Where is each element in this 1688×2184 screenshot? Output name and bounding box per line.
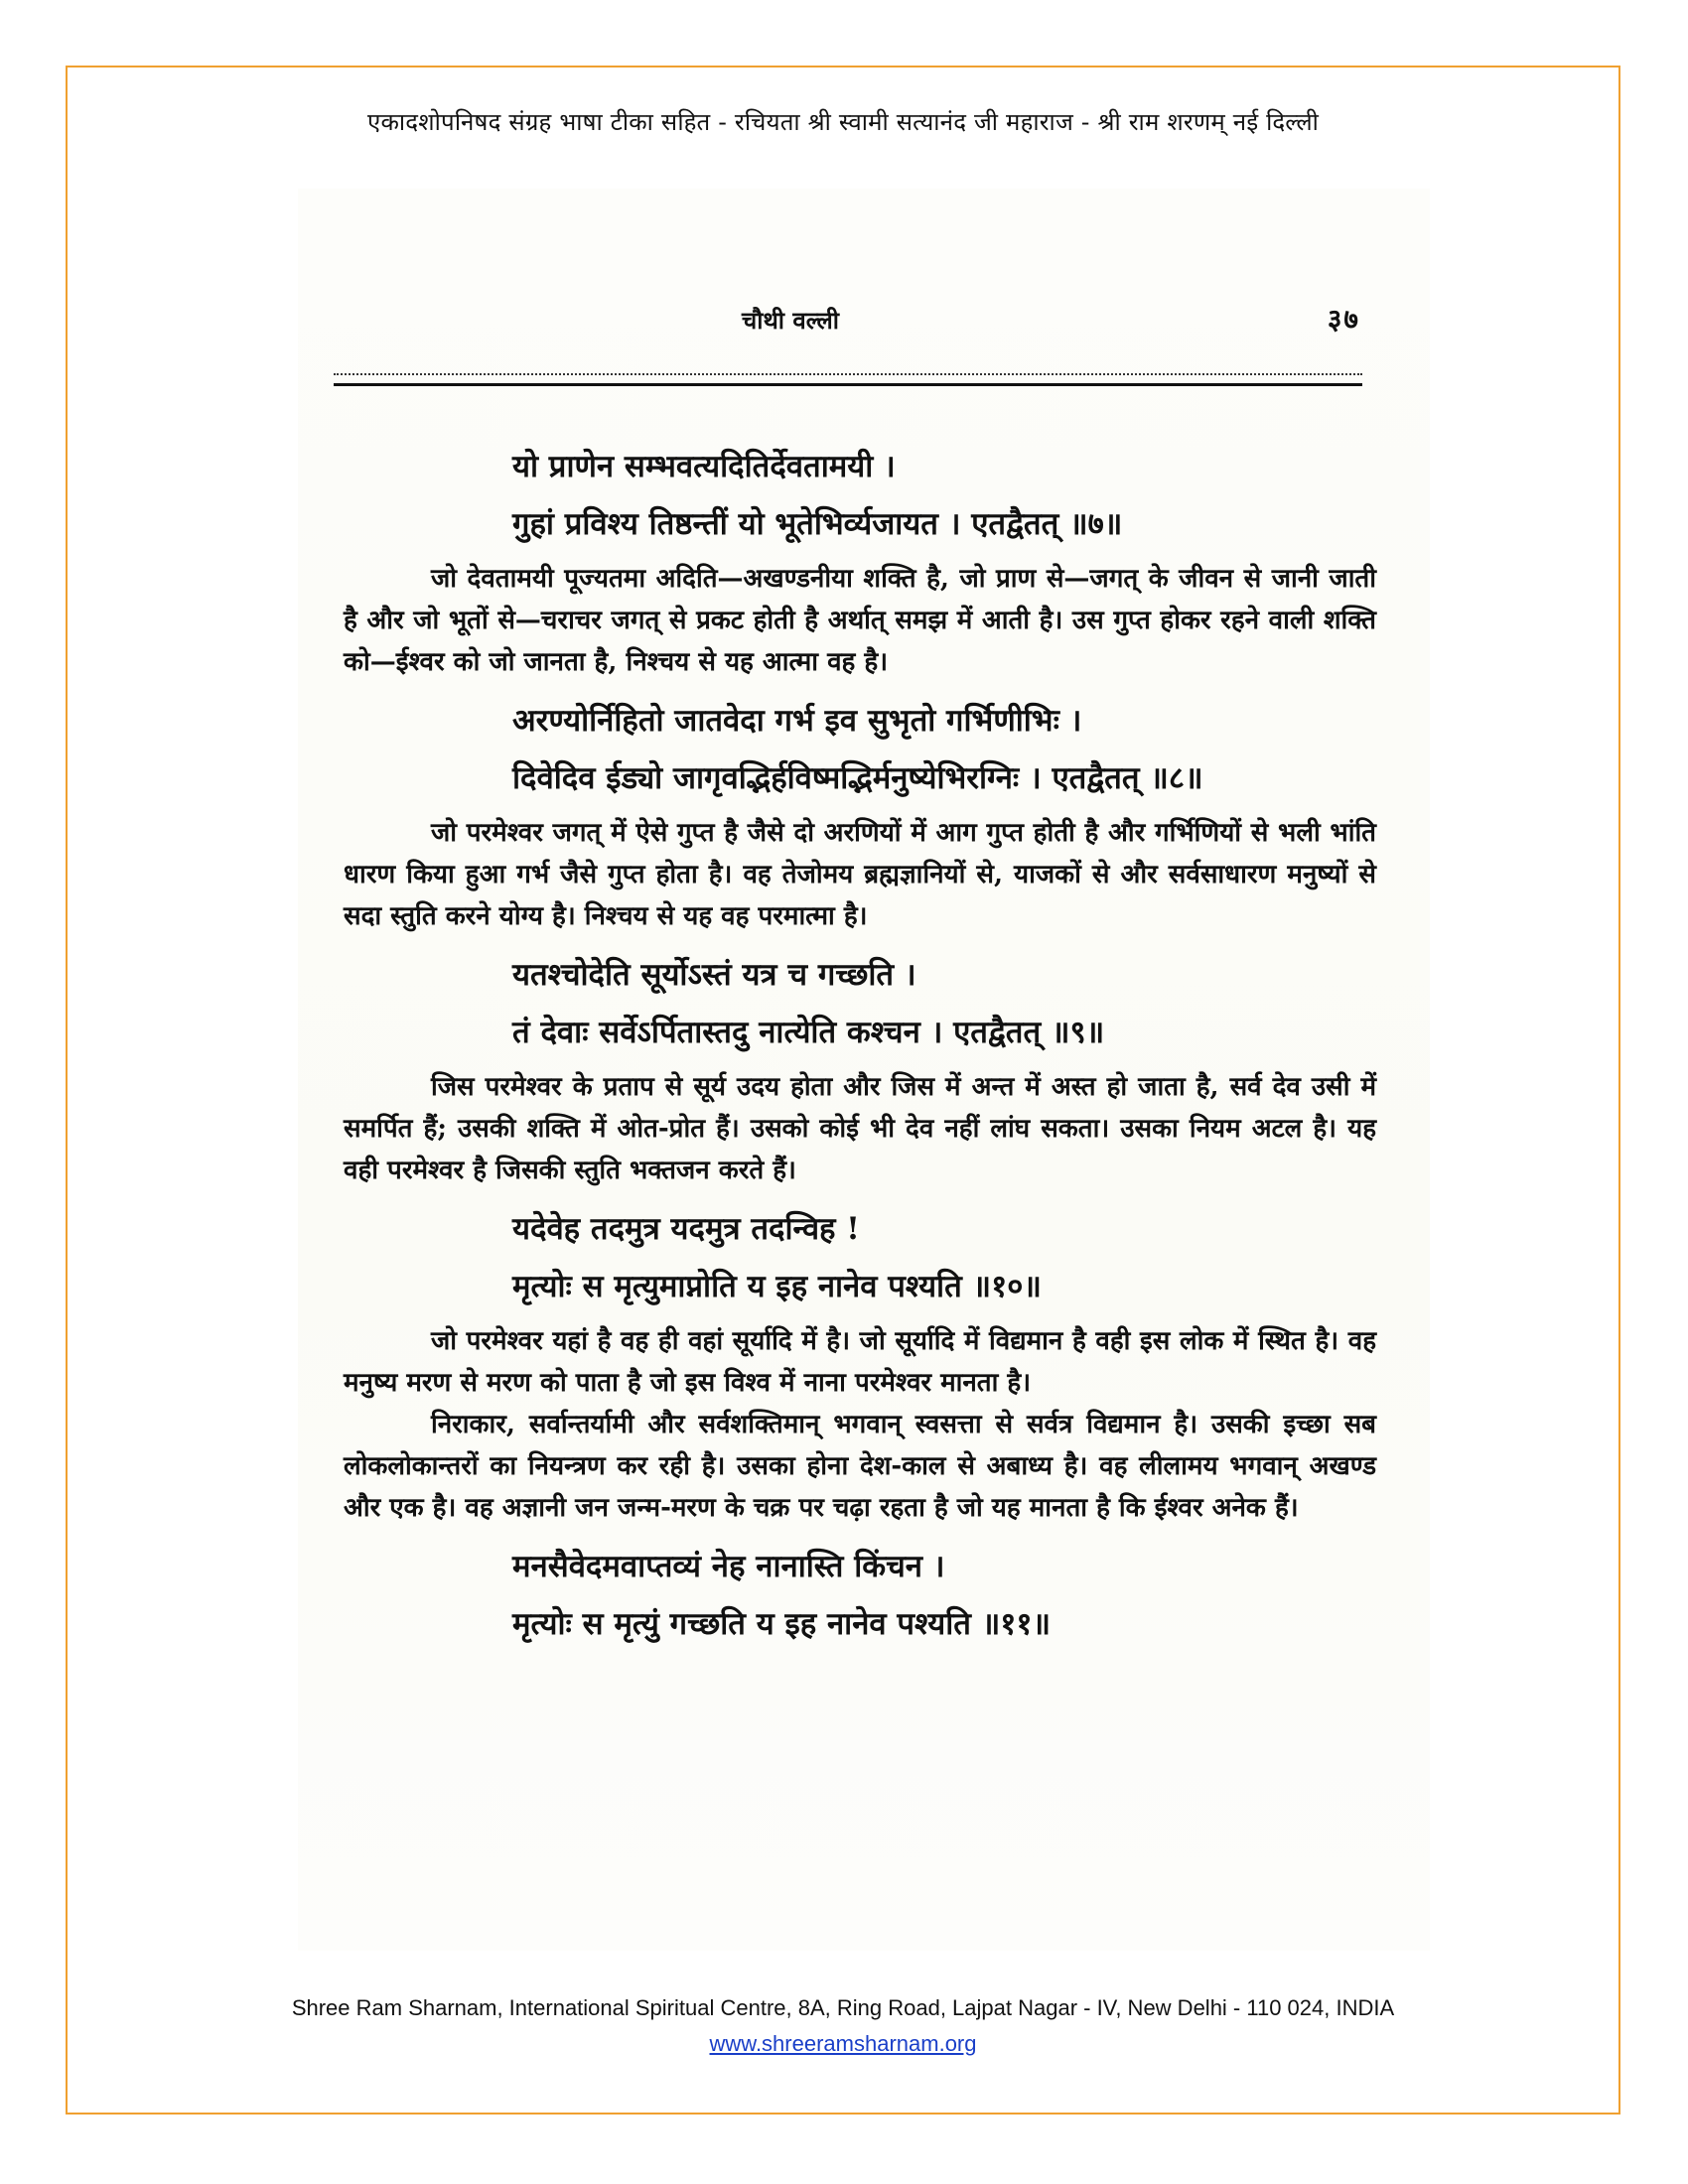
commentary-paragraph: जो परमेश्वर यहां है वह ही वहां सूर्यादि में है। जो सूर्यादि में विद्यमान है वही इस लोक में स्थित है। वह मनुष्य मरण से मरण को पाता है जो इस विश्व में नाना परमेश्वर मानता है। (344, 1326, 1376, 1398)
header-dotted-rule (334, 373, 1362, 375)
verse-line: यदेवेह तदमुत्र यदमुत्र तदन्विह ! (512, 1211, 860, 1247)
verse-line: यो प्राणेन सम्भवत्यदितिर्देवतामयी । (512, 449, 896, 484)
verse-line: तं देवाः सर्वेऽर्पितास्तदु नात्येति कश्चन । एतद्वैतत् ॥९॥ (512, 1015, 1105, 1050)
verse-9 (344, 955, 1376, 1052)
page-content (344, 429, 1376, 1658)
verse-line: गुहां प्रविश्य तिष्ठन्तीं यो भूतेभिर्व्यजायत । एतद्वैतत् ॥७॥ (512, 506, 1123, 542)
verse-line: मनसैवेदमवाप्तव्यं नेह नानास्ति किंचन । (512, 1549, 945, 1584)
verse-line: मृत्योः स मृत्युं गच्छति य इह नानेव पश्यति ॥११॥ (512, 1606, 1052, 1642)
verse-line: अरण्योर्निहितो जातवेदा गर्भ इव सुभृतो गर्भिणीभिः । (512, 703, 1082, 739)
header-rule (334, 383, 1362, 386)
commentary-paragraph: जो परमेश्वर जगत् में ऐसे गुप्त है जैसे दो अरणियों में आग गुप्त होती है और गर्भिणियों से भली भांति धारण किया हुआ गर्भ जैसे गुप्त होता है। वह तेजोमय ब्रह्मज्ञानियों से, याजकों से और सर्वसाधारण मनुष्यों से सदा स्तुति करने योग्य है। निश्चय से यह वह परमात्मा है। (344, 818, 1376, 931)
verse-line: दिवेदिव ईड्यो जागृवद्भिर्हविष्मद्भिर्मनुष्येभिरग्निः । एतद्वैतत् ॥८॥ (512, 760, 1203, 796)
website-link[interactable]: www.shreeramsharnam.org (709, 2031, 977, 2056)
verse-line: मृत्योः स मृत्युमाप्नोति य इह नानेव पश्यति ॥१०॥ (512, 1269, 1042, 1304)
verse-11 (344, 1547, 1376, 1644)
running-head (328, 304, 1360, 343)
document-header: एकादशोपनिषद संग्रह भाषा टीका सहित - रचियता श्री स्वामी सत्यानंद जी महाराज - श्री राम शरणम् नई दिल्ली (366, 108, 1320, 136)
commentary-paragraph: जो देवतामयी पूज्यतमा अदिति—अखण्डनीया शक्ति है, जो प्राण से—जगत् के जीवन से जानी जाती है और जो भूतों से—चराचर जगत् से प्रकट होती है अर्थात् समझ में आती है। उस गुप्त होकर रहने वाली शक्ति को—ईश्वर को जो जानता है, निश्चय से यह आत्मा वह है। (344, 564, 1376, 677)
commentary-paragraph: निराकार, सर्वान्तर्यामी और सर्वशक्तिमान् भगवान् स्वसत्ता से सर्वत्र विद्यमान है। उसकी इच्छा सब लोकलोकान्तरों का नियन्त्रण कर रही है। उसका होना देश-काल से अबाध्य है। वह लीलामय भगवान् अखण्ड और एक है। वह अज्ञानी जन जन्म-मरण के चक्र पर चढ़ा रहता है जो यह मानता है कि ईश्वर अनेक हैं। (344, 1410, 1376, 1523)
verse-8 (344, 701, 1376, 798)
chapter-title: चौथी वल्ली (742, 306, 840, 335)
verse-7 (344, 447, 1376, 544)
verse-10 (344, 1209, 1376, 1306)
page-number: ३७ (1327, 303, 1360, 336)
commentary-paragraph: जिस परमेश्वर के प्रताप से सूर्य उदय होता और जिस में अन्त में अस्त हो जाता है, सर्व देव उसी में समर्पित हैं; उसकी शक्ति में ओत-प्रोत हैं। उसको कोई भी देव नहीं लांघ सकता। उसका नियम अटल है। यह वही परमेश्वर है जिसकी स्तुति भक्तजन करते हैं। (344, 1072, 1376, 1185)
verse-line: यतश्चोदेति सूर्योऽस्तं यत्र च गच्छति । (512, 957, 916, 993)
footer-address: Shree Ram Sharnam, International Spiritual Centre, 8A, Ring Road, Lajpat Nagar - IV, New Delhi - 110 024, INDIA (291, 1995, 1395, 2020)
